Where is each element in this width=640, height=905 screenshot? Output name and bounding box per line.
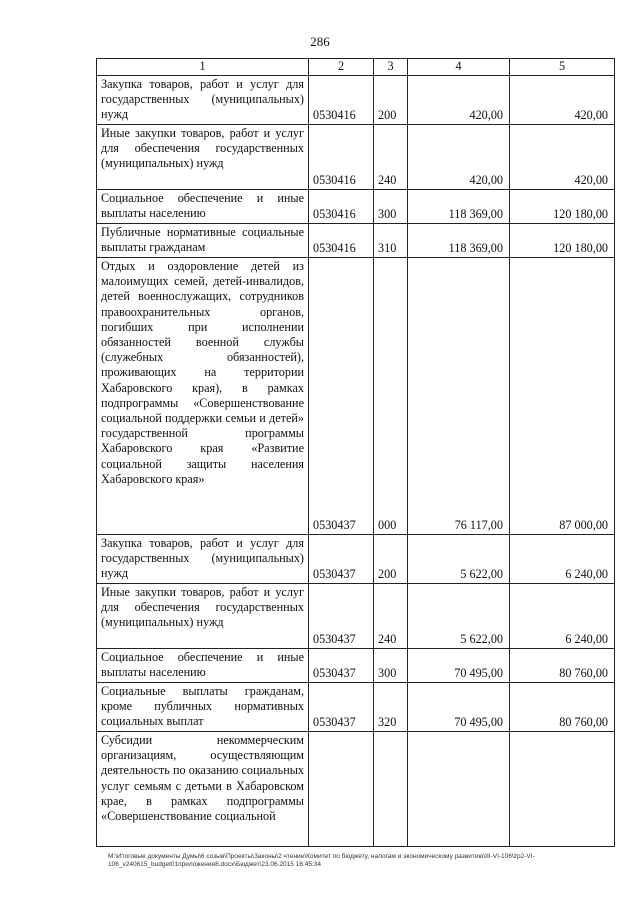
row-vr: 000 xyxy=(374,258,408,535)
row-name: Социальные выплаты гражданам, кроме публичных нормативных социальных выплат xyxy=(97,683,309,732)
table-row xyxy=(97,190,615,224)
row-name: Закупка товаров, работ и услуг для государственных (муниципальных) нужд xyxy=(97,535,309,584)
row-name: Отдых и оздоровление детей из малоимущих семей, детей-инвалидов, детей военнослужащих, сотрудников правоохранительных органов, погибших при исполнении обязанностей военной службы (служебных обязанностей), проживающих на территории Хабаровского края), в рамках подпрограммы «Совершенствование социальной поддержки семьи и детей» государственной программы Хабаровского края «Развитие социальной защиты населения Хабаровского края» xyxy=(97,258,309,535)
row-code: 0530416 xyxy=(309,76,374,125)
row-vr: 240 xyxy=(374,584,408,649)
table-row xyxy=(97,683,615,732)
table-row xyxy=(97,732,615,847)
row-vr: 200 xyxy=(374,535,408,584)
row-sum-1: 118 369,00 xyxy=(408,224,510,258)
table-row xyxy=(97,76,615,125)
row-name: Социальное обеспечение и иные выплаты населению xyxy=(97,649,309,683)
row-vr xyxy=(374,732,408,847)
header-col-1: 1 xyxy=(97,59,309,76)
row-vr: 310 xyxy=(374,224,408,258)
row-name: Публичные нормативные социальные выплаты гражданам xyxy=(97,224,309,258)
row-code: 0530437 xyxy=(309,258,374,535)
row-sum-2: 420,00 xyxy=(510,76,615,125)
header-col-3: 3 xyxy=(374,59,408,76)
row-sum-2: 420,00 xyxy=(510,125,615,190)
header-col-2: 2 xyxy=(309,59,374,76)
row-sum-2: 80 760,00 xyxy=(510,649,615,683)
row-name: Иные закупки товаров, работ и услуг для обеспечения государственных (муниципальных) нужд xyxy=(97,125,309,190)
table-row xyxy=(97,125,615,190)
row-sum-1: 70 495,00 xyxy=(408,683,510,732)
row-sum-1: 118 369,00 xyxy=(408,190,510,224)
file-path-footer xyxy=(108,853,608,869)
row-vr: 240 xyxy=(374,125,408,190)
row-vr: 300 xyxy=(374,190,408,224)
row-code: 0530437 xyxy=(309,683,374,732)
row-code: 0530437 xyxy=(309,584,374,649)
row-name: Закупка товаров, работ и услуг для государственных (муниципальных) нужд xyxy=(97,76,309,125)
row-code: 0530416 xyxy=(309,224,374,258)
row-sum-2: 87 000,00 xyxy=(510,258,615,535)
table-row xyxy=(97,535,615,584)
table-row xyxy=(97,649,615,683)
row-vr: 300 xyxy=(374,649,408,683)
row-name: Субсидии некоммерческим организациям, осуществляющим деятельность по оказанию социальных услуг семьям с детьми в Хабаровском крае, в рамках подпрограммы «Совершенствование социальной xyxy=(97,732,309,847)
row-sum-1 xyxy=(408,732,510,847)
row-sum-2 xyxy=(510,732,615,847)
table-row xyxy=(97,584,615,649)
footer-line-2: 106_v240615_budget01приложение8.docx\Бюджет\23.06.2015 16:45:34 xyxy=(108,861,322,868)
row-sum-1: 420,00 xyxy=(408,76,510,125)
row-vr: 200 xyxy=(374,76,408,125)
header-col-4: 4 xyxy=(408,59,510,76)
row-code: 0530437 xyxy=(309,535,374,584)
row-sum-2: 120 180,00 xyxy=(510,190,615,224)
row-sum-2: 6 240,00 xyxy=(510,584,615,649)
row-sum-1: 420,00 xyxy=(408,125,510,190)
table-row xyxy=(97,224,615,258)
row-sum-1: 5 622,00 xyxy=(408,584,510,649)
table-header-row xyxy=(97,59,615,76)
table-row xyxy=(97,258,615,535)
row-sum-2: 6 240,00 xyxy=(510,535,615,584)
budget-table xyxy=(96,58,615,847)
row-code: 0530416 xyxy=(309,125,374,190)
page-number: 286 xyxy=(310,34,330,49)
row-name: Иные закупки товаров, работ и услуг для обеспечения государственных (муниципальных) нужд xyxy=(97,584,309,649)
row-name: Социальное обеспечение и иные выплаты населению xyxy=(97,190,309,224)
footer-line-1: М:\Итоговые документы Думы\6 созыв\Проекты\Законы\2 чтение\Комитет по бюджету, налогам и экономическому развитию\III-VI-106\zp2-VI- xyxy=(108,853,535,860)
header-col-5: 5 xyxy=(510,59,615,76)
row-code: 0530416 xyxy=(309,190,374,224)
row-code: 0530437 xyxy=(309,649,374,683)
row-code xyxy=(309,732,374,847)
table-body xyxy=(97,76,615,847)
row-sum-2: 120 180,00 xyxy=(510,224,615,258)
row-vr: 320 xyxy=(374,683,408,732)
row-sum-1: 70 495,00 xyxy=(408,649,510,683)
row-sum-1: 5 622,00 xyxy=(408,535,510,584)
row-sum-2: 80 760,00 xyxy=(510,683,615,732)
row-sum-1: 76 117,00 xyxy=(408,258,510,535)
